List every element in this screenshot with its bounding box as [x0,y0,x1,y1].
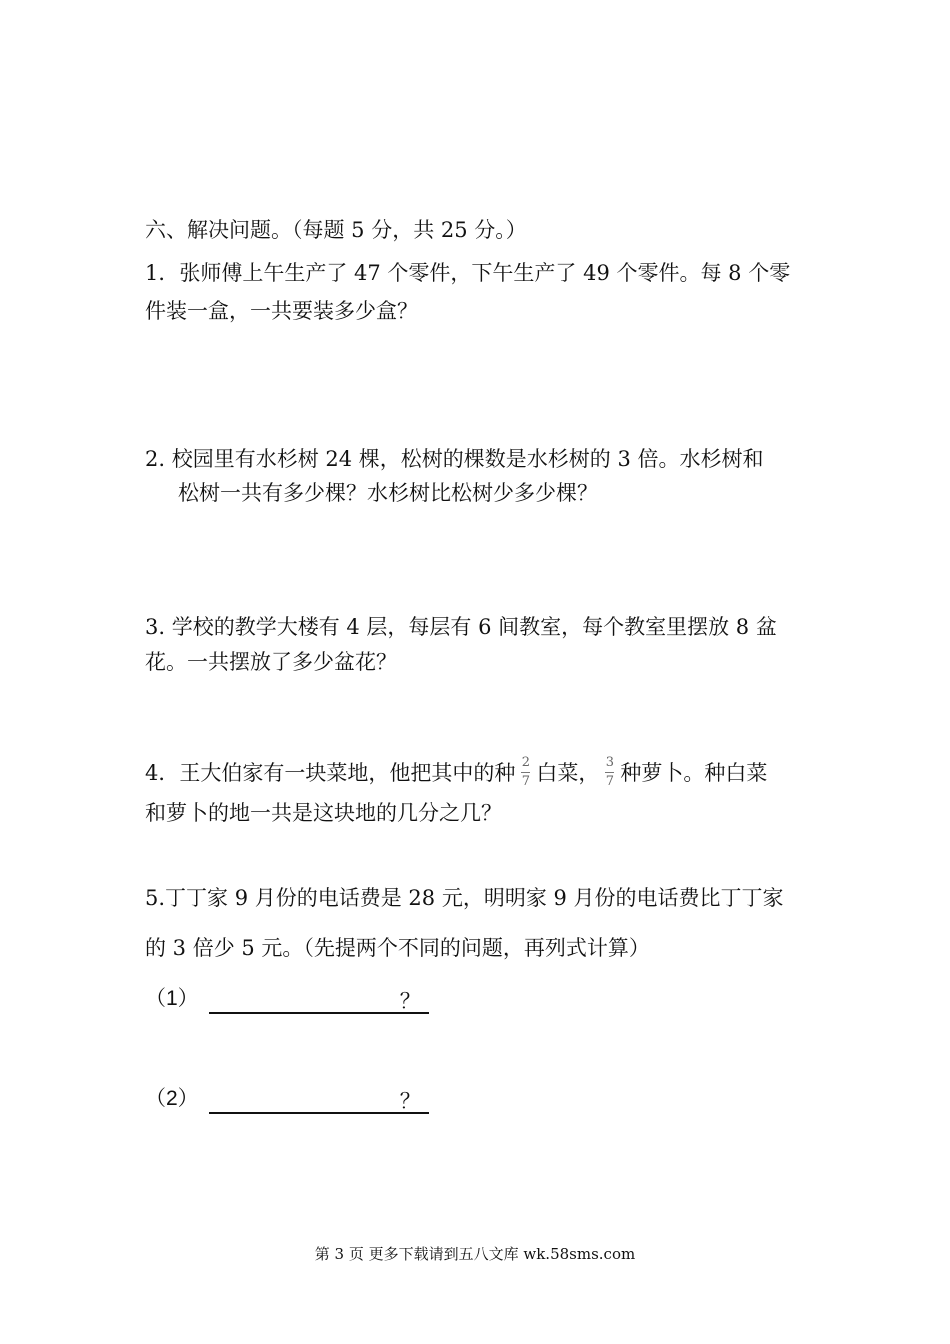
page-footer: 第 3 页 更多下载请到五八文库 wk.58sms.com [314,1245,636,1263]
question-5-line-1: 5.丁丁家 9 月份的电话费是 28 元，明明家 9 月份的电话费比丁丁家 [145,886,784,910]
question-4-line-2: 和萝卜的地一共是这块地的几分之几？ [145,801,502,825]
section-title: 六、解决问题。（每题 5 分，共 25 分。） [145,218,527,242]
question-5-line-2: 的 3 倍少 5 元。（先提两个不同的问题，再列式计算） [145,936,650,960]
fraction-numerator: 2 [521,755,530,770]
question-4-text-c: 种萝卜。种白菜 [620,761,768,785]
question-5-sub-2 [145,1083,429,1114]
answer-blank-2[interactable] [209,1086,429,1114]
question-2-line-1: 2. 校园里有水杉树 24 棵，松树的棵数是水杉树的 3 倍。水杉树和 [145,447,764,471]
fraction-denominator: 7 [521,774,530,789]
question-mark: ？ [399,1089,421,1113]
question-5-sub-1 [145,983,429,1014]
question-4-line-1 [145,755,768,791]
answer-blank-1[interactable] [209,986,429,1014]
question-2-line-2: 松树一共有多少棵？水杉树比松树少多少棵？ [178,481,598,505]
fraction-numerator: 3 [605,755,614,770]
fraction-bar [521,772,530,773]
fraction-three-sevenths [605,756,614,789]
question-4-text-b: 白菜， [536,761,600,785]
question-1-line-2: 件装一盒，一共要装多少盒？ [145,299,418,323]
fraction-bar [605,772,614,773]
sub-question-2-label: （2） [145,1087,199,1110]
question-3-line-1: 3. 学校的教学大楼有 4 层，每层有 6 间教室，每个教室里摆放 8 盆 [145,615,777,639]
question-3-line-2: 花。一共摆放了多少盆花？ [145,650,397,674]
question-1-line-1: 1．张师傅上午生产了 47 个零件，下午生产了 49 个零件。每 8 个零 [145,261,791,285]
question-mark: ？ [399,989,421,1013]
question-4-text-a: 4．王大伯家有一块菜地，他把其中的种 [145,761,516,785]
fraction-two-sevenths [521,756,530,789]
sub-question-1-label: （1） [145,987,199,1010]
fraction-denominator: 7 [605,774,614,789]
